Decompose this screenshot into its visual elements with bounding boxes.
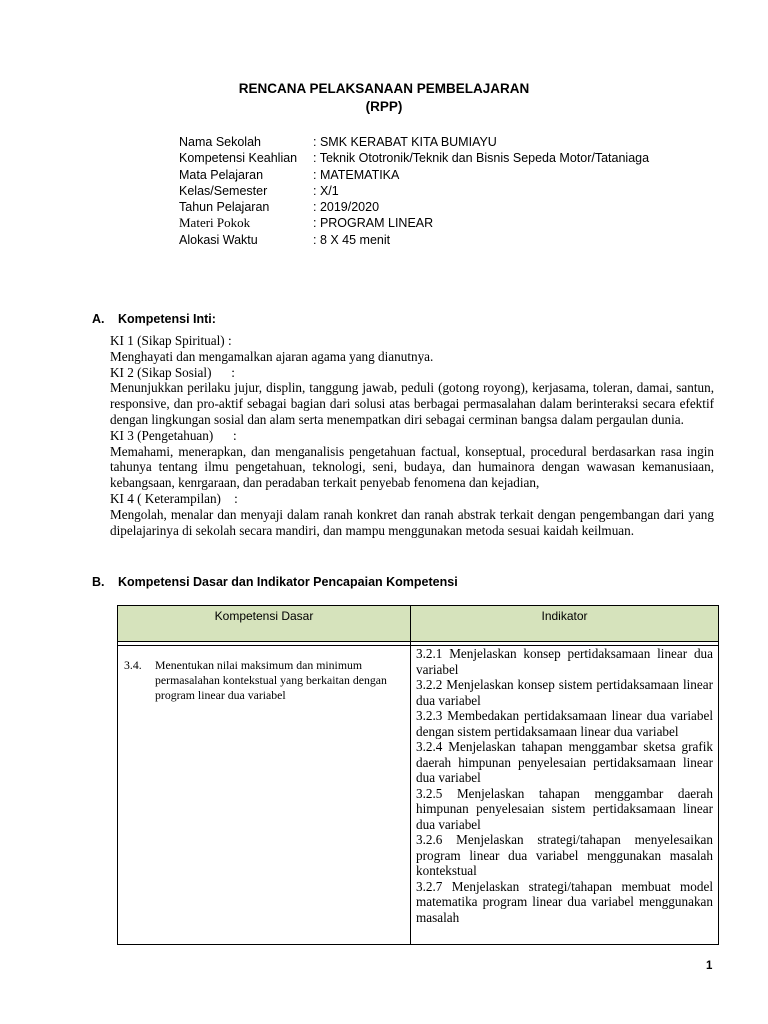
- indicator-item: 3.2.6 Menjelaskan strategi/tahapan menyelesaikan program linear dua variabel menggunakan masalah kontekstual: [416, 832, 713, 878]
- core-competency-list: [110, 333, 714, 538]
- indicator-cell: [411, 646, 719, 945]
- identity-label: Alokasi Waktu: [179, 232, 258, 247]
- competency-table: [117, 605, 719, 945]
- identity-value: : SMK KERABAT KITA BUMIAYU: [313, 135, 497, 149]
- indicator-item: 3.2.5 Menjelaskan tahapan menggambar daerah himpunan penyelesaian sistem pertidaksamaan linear dua variabel: [416, 785, 713, 832]
- ki-heading: KI 1 (Sikap Spiritual) :: [110, 333, 232, 348]
- basic-competency-cell: [118, 646, 411, 945]
- identity-value: : X/1: [313, 183, 339, 198]
- indicator-item: 3.2.2 Menjelaskan konsep sistem pertidaksamaan linear dua variabel: [416, 677, 713, 708]
- identity-row-expertise: [179, 150, 649, 166]
- ki-text: Mengolah, menalar dan menyaji dalam ranah konkret dan ranah abstrak terkait dengan pengembangan dari yang dipelajarinya di sekolah secara mandiri, dan mampu menggunakan metoda sesuai kaidah keilmuan.: [110, 506, 714, 538]
- document-title: RENCANA PELAKSANAAN PEMBELAJARAN: [238, 81, 530, 96]
- identity-row-topic: [179, 215, 649, 231]
- identity-label: Nama Sekolah: [179, 135, 261, 149]
- identity-label: Kelas/Semester: [179, 183, 268, 198]
- section-a-heading: [92, 312, 216, 326]
- page-number: 1: [706, 960, 713, 972]
- identity-row-school: [179, 134, 649, 150]
- identity-label: Tahun Pelajaran: [179, 200, 270, 215]
- indicator-item: 3.2.4 Menjelaskan tahapan menggambar sketsa grafik daerah himpunan penyelesaian pertidaksamaan linear dua variabel: [416, 739, 713, 785]
- table-header-row: [118, 606, 719, 642]
- indicator-item: 3.2.1 Menjelaskan konsep pertidaksamaan linear dua variabel: [416, 646, 713, 677]
- identity-block: [179, 134, 649, 248]
- ki-text: Menunjukkan perilaku jujur, displin, tanggung jawab, peduli (gotong royong), kerjasama, toleran, damai, santun, responsive, dan pro-aktif sebagai bagian dari solusi atas berbagai permasalahan dalam berinteraksi secara efektif dengan lingkungan sosial dan alam serta menempatkan diri sebagai cerminan bangsa dalam pergaulan dunia.: [110, 380, 714, 427]
- ki-heading: KI 3 (Pengetahuan) :: [110, 427, 237, 443]
- identity-row-year: [179, 199, 649, 215]
- competency-number: 3.4.: [124, 658, 142, 672]
- identity-label: Kompetensi Keahlian: [179, 151, 298, 166]
- identity-row-time: [179, 232, 649, 248]
- section-title: Kompetensi Dasar dan Indikator Pencapaian Kompetensi: [118, 575, 458, 589]
- column-header-indicator: Indikator: [411, 606, 719, 642]
- identity-row-class: [179, 183, 649, 199]
- indicator-item: 3.2.3 Membedakan pertidaksamaan linear dua variabel dengan sistem pertidaksamaan linear dua variabel: [416, 708, 713, 739]
- indicator-item: 3.2.7 Menjelaskan strategi/tahapan membuat model matematika program linear dua variabel menggunakan masalah: [416, 878, 713, 925]
- competency-text: Menentukan nilai maksimum dan minimum permasalahan kontekstual yang berkaitan dengan program linear dua variabel: [155, 658, 387, 703]
- section-letter: A.: [92, 312, 105, 326]
- identity-label: Materi Pokok: [179, 215, 251, 231]
- identity-value: : MATEMATIKA: [313, 167, 400, 182]
- column-header-basic-competency: Kompetensi Dasar: [118, 606, 411, 642]
- identity-row-subject: [179, 167, 649, 183]
- document-subtitle: (RPP): [365, 99, 403, 114]
- section-b-heading: [92, 575, 458, 589]
- ki-text: Menghayati dan mengamalkan ajaran agama yang dianutnya.: [110, 348, 434, 364]
- section-letter: B.: [92, 575, 105, 589]
- identity-value: : 2019/2020: [313, 200, 380, 215]
- identity-value: : PROGRAM LINEAR: [313, 216, 434, 231]
- identity-label: Mata Pelajaran: [179, 167, 264, 182]
- section-title: Kompetensi Inti:: [118, 312, 216, 326]
- identity-value: : Teknik Ototronik/Teknik dan Bisnis Sepeda Motor/Tataniaga: [313, 151, 650, 166]
- identity-value: : 8 X 45 menit: [313, 232, 391, 247]
- ki-text: Memahami, menerapkan, dan menganalisis pengetahuan factual, konseptual, procedural berdasarkan rasa ingin tahunya tentang ilmu pengetahuan, teknologi, seni, budaya, dan humainora dengan wawasan kemanusiaan, kebangsaan, kenrgaraan, dan peradaban terkait penyebab fenomena dan kejadian,: [110, 443, 714, 491]
- ki-heading: KI 4 ( Keterampilan) :: [110, 490, 238, 506]
- ki-heading: KI 2 (Sikap Sosial) :: [110, 364, 235, 380]
- table-row: [118, 646, 719, 945]
